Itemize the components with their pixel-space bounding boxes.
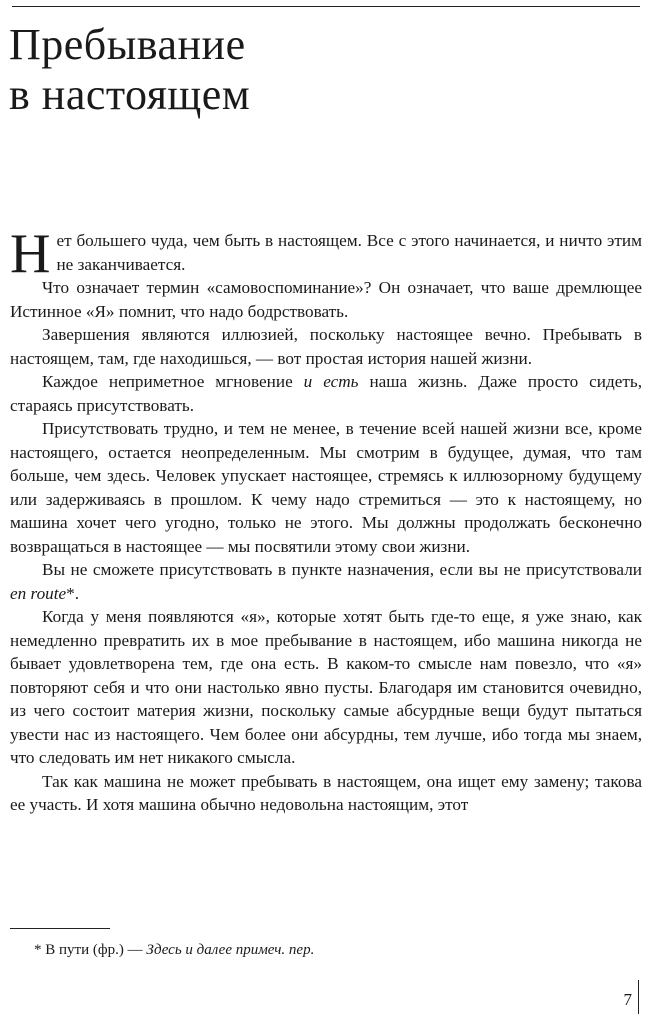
paragraph-4-start: Каждое неприметное мгновение [42,372,304,391]
body-text [10,223,643,817]
top-rule [12,6,640,7]
drop-cap: Н [10,223,51,285]
page-number: 7 [623,990,632,1009]
paragraph-4-end: наша жизнь. Даже просто сидеть, стараясь присутствовать. [10,372,643,415]
footnote [34,940,314,960]
page-number-bar [638,980,639,1014]
paragraph-6-start: Вы не сможете присутствовать в пункте назначения, если вы не присутствовали [42,560,642,579]
chapter-title [9,20,250,120]
paragraph-4-emphasis: и есть [303,372,359,391]
chapter-title-line-2: в настоящем [9,70,251,119]
paragraph-5: Присутствовать трудно, и тем не менее, в течение всей нашей жизни все, кроме настоящего, остается неопределенным. Мы смотрим в будущее, думая, что там больше, чем здесь. Человек упускает настоящее, стремясь к иллюзорному будущему или задерживаясь в прошлом. К чему надо стремиться — это к настоящему, но машина хочет чего угодно, только не этого. Мы должны продолжать бесконечно возвращаться в настоящее — мы посвятили этому свои жизни. [10,419,642,556]
chapter-title-line-1: Пребывание [9,20,246,69]
footnote-marker: * [34,942,42,958]
paragraph-8: Так как машина не может пребывать в настоящем, она ищет ему замену; такова ее участь. И хотя машина обычно недовольна настоящим, этот [10,771,642,814]
paragraph-4 [10,370,642,417]
footnote-rule [10,928,110,929]
paragraph-7: Когда у меня появляются «я», которые хотят быть где-то еще, я уже знаю, как немедленно превратить их в мое пребывание в настоящем, ибо машина никогда не бывает удовлетворена тем, где она есть. В каком-то смысле нам повезло, что «я» повторяют себя и что они настолько явно пусты. Благодаря им становится очевидно, из чего состоит материя жизни, поскольку самые абсурдные вещи будут пытаться увести нас из настоящего. Чем более они абсурдны, тем лучше, ибо тогда мы знаем, что следовать им нет никакого смысла. [10,607,642,767]
paragraph-1-text: ет большего чуда, чем быть в настоящем. Все с этого начинается, и ничто этим не заканчивается. [56,231,642,274]
paragraph-2: Что означает термин «самовоспоминание»? Он означает, что ваше дремлющее Истинное «Я» помнит, что надо бодрствовать. [10,278,642,321]
footnote-text: В пути (фр.) — [41,942,147,958]
paragraph-1 [10,223,642,285]
footnote-reference[interactable]: *. [66,583,80,603]
paragraph-3: Завершения являются иллюзией, поскольку настоящее вечно. Пребывать в настоящем, там, где находишься, — вот простая история нашей жизни. [10,325,642,368]
paragraph-6 [10,558,642,605]
footnote-note: Здесь и далее примеч. пер. [146,942,315,958]
paragraph-6-emphasis: en route [10,583,67,603]
